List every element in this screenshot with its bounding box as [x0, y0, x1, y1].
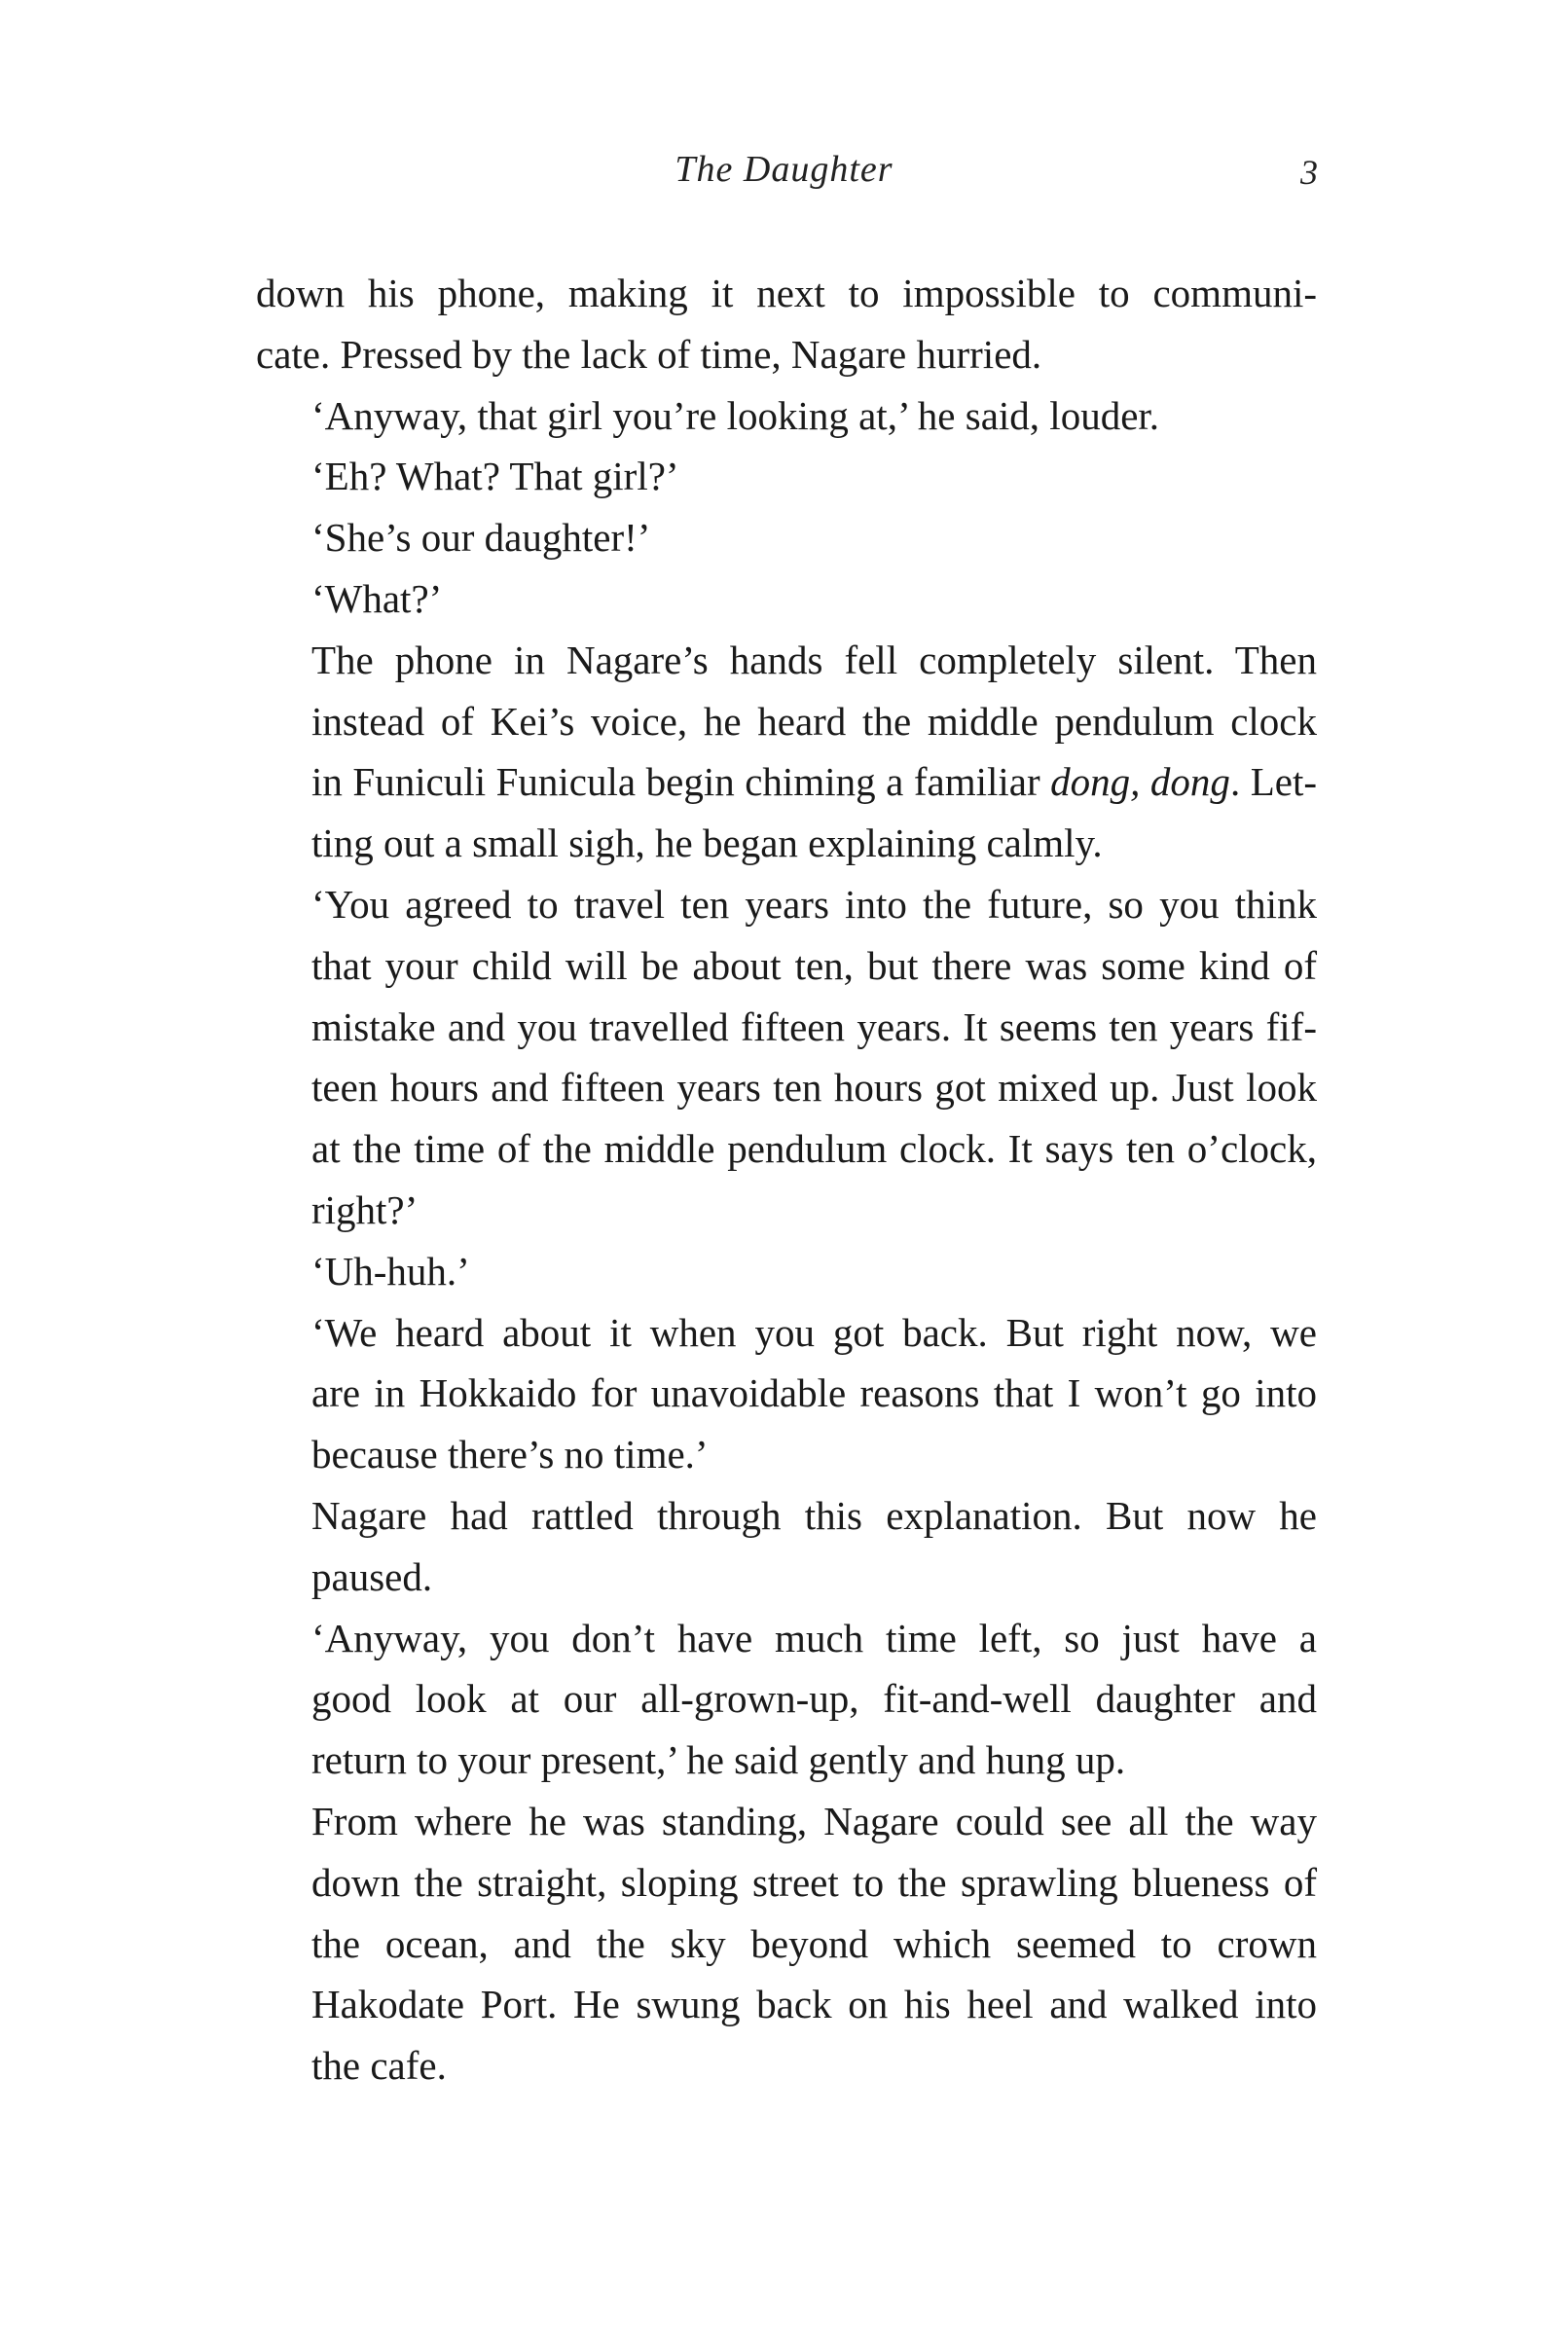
text-line: instead of Kei’s voice, he heard the middle pendulum clock: [311, 698, 1317, 744]
paragraph: [256, 263, 1317, 385]
text-line: [256, 751, 1317, 813]
paragraph: [256, 385, 1317, 447]
paragraph: [256, 1608, 1317, 1791]
text-line: because there’s no time.’: [311, 1432, 709, 1477]
text-line: down the straight, sloping street to the sprawling blueness of: [311, 1859, 1317, 1905]
text-line: paused.: [311, 1553, 433, 1599]
text-line: The phone in Nagare’s hands fell completely silent. Then: [311, 637, 1317, 682]
text-line: return to your present,’ he said gently and hung up.: [311, 1737, 1126, 1783]
paragraph: [256, 630, 1317, 874]
paragraph: [256, 1791, 1317, 2097]
body-text: [256, 263, 1317, 2097]
paragraph: [256, 568, 1317, 630]
text-line: at the time of the middle pendulum clock. It says ten o’clock,: [311, 1126, 1317, 1172]
text-run: in Funiculi Funicula begin chiming a familiar: [311, 759, 1051, 805]
text-line: ‘Anyway, that girl you’re looking at,’ he said, louder.: [311, 392, 1160, 438]
text-line: mistake and you travelled fifteen years. It seems ten years fif-: [311, 1003, 1317, 1049]
text-line: Hakodate Port. He swung back on his heel and walked into: [311, 1982, 1317, 2027]
text-line: are in Hokkaido for unavoidable reasons that I won’t go into: [311, 1370, 1317, 1416]
text-line: ‘You agreed to travel ten years into the future, so you think: [311, 881, 1317, 927]
paragraph: [256, 507, 1317, 568]
text-line: right?’: [311, 1186, 419, 1232]
text-run: . Let-: [1229, 759, 1318, 805]
text-line: the ocean, and the sky beyond which seemed to crown: [311, 1920, 1317, 1966]
running-head-title: The Daughter: [675, 149, 893, 190]
page-number: 3: [1300, 153, 1318, 192]
text-line: cate. Pressed by the lack of time, Nagare hurried.: [256, 331, 1042, 377]
text-line: ting out a small sigh, he began explaining calmly.: [311, 821, 1103, 866]
italic-onomatopoeia: dong, dong: [1050, 759, 1230, 805]
text-line: ‘Eh? What? That girl?’: [311, 454, 679, 499]
text-line: good look at our all-grown-up, fit-and-well daughter and: [311, 1676, 1317, 1722]
text-line: ‘She’s our daughter!’: [311, 515, 651, 561]
paragraph: [256, 1241, 1317, 1302]
paragraph: [256, 446, 1317, 507]
text-line: down his phone, making it next to impossible to communi-: [256, 271, 1317, 315]
text-line: the cafe.: [311, 2043, 447, 2089]
text-line: Nagare had rattled through this explanation. But now he: [311, 1492, 1317, 1538]
text-line: From where he was standing, Nagare could see all the way: [311, 1798, 1317, 1843]
text-line: ‘We heard about it when you got back. But right now, we: [311, 1309, 1317, 1355]
paragraph: [256, 874, 1317, 1241]
text-line: that your child will be about ten, but there was some kind of: [311, 942, 1317, 988]
text-line: ‘Anyway, you don’t have much time left, so just have a: [311, 1615, 1317, 1660]
text-line: ‘Uh-huh.’: [311, 1248, 470, 1294]
paragraph: [256, 1485, 1317, 1608]
text-line: ‘What?’: [311, 575, 443, 621]
paragraph: [256, 1302, 1317, 1485]
text-line: teen hours and fifteen years ten hours got mixed up. Just look: [311, 1065, 1317, 1111]
